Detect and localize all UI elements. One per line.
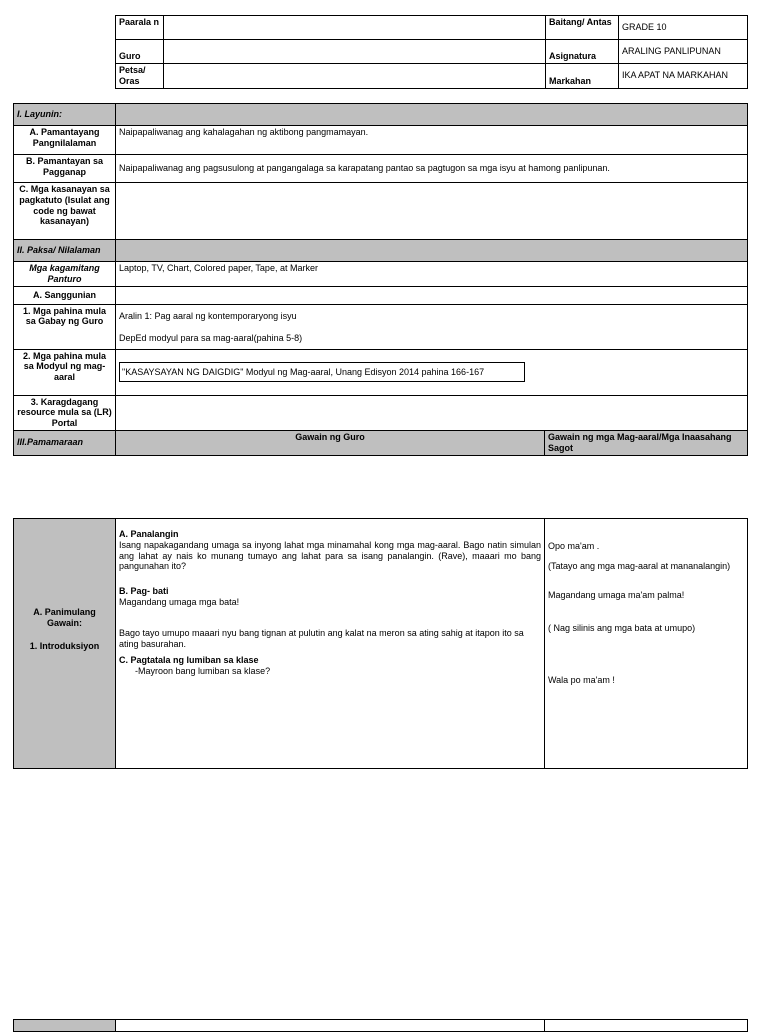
panalangin-text: Isang napakagandang umaga sa inyong lahat mga minamahal kong mga mag-aaral. Bago natin simulan ang lahat ay nais ko munang tumayo ang lahat para sa isang panalangin. (Rave), maaari mo bang pangunahan ito?	[119, 539, 541, 572]
pamamaraan-heading: III.Pamamaraan	[14, 430, 116, 455]
pagtatala-title: C. Pagtatala ng lumiban sa klase	[119, 655, 259, 666]
markahan-value: IKA APAT NA MARKAHAN	[619, 64, 748, 89]
baitang-value: GRADE 10	[619, 16, 748, 40]
gabay-line-2: DepEd modyul para sa mag-aaral(pahina 5-8)	[119, 333, 303, 344]
pagganap-label: B. Pamantayan sa Pagganap	[14, 155, 116, 183]
baitang-label: Baitang/ Antas	[546, 16, 619, 40]
gawain-mag-aaral-cell	[545, 519, 748, 769]
pagbati-title: B. Pag- bati	[119, 586, 169, 597]
panimulang-gawain-table	[13, 518, 748, 769]
asignatura-label: Asignatura	[546, 40, 619, 64]
markahan-label: Markahan	[546, 64, 619, 89]
panimulang-label: A. Panimulang Gawain:	[33, 607, 96, 628]
paaralan-field[interactable]	[164, 16, 546, 40]
layunin-heading: I. Layunin:	[14, 104, 116, 126]
lesson-plan-table	[13, 103, 748, 456]
pamantayang-value: Naipapaliwanag ang kahalagahan ng aktibong pangmamayan.	[116, 126, 748, 155]
basura-text: Bago tayo umupo maaari nyu bang tignan at pulutin ang kalat na meron sa ating sahig at itapon ito sa ating basurahan.	[119, 627, 524, 649]
pagbati-text: Magandang umaga mga bata!	[119, 596, 240, 607]
kasanayan-label: C. Mga kasanayan sa pagkatuto (Isulat ang code ng bawat kasanayan)	[14, 183, 116, 240]
pamantayang-label: A. Pamantayang Pangnilalaman	[14, 126, 116, 155]
panimulang-label-cell	[14, 519, 116, 769]
sanggunian-label: A. Sanggunian	[14, 286, 116, 304]
pagtatala-text: -Mayroon bang lumiban sa klase?	[135, 666, 271, 677]
sagot-magandang-umaga: Magandang umaga ma'am palma!	[548, 589, 685, 600]
panalangin-title: A. Panalangin	[119, 529, 179, 539]
sagot-opo: Opo ma'am .	[548, 541, 600, 551]
asignatura-value: ARALING PANLIPUNAN	[619, 40, 748, 64]
guro-column-header: Gawain ng Guro	[116, 430, 545, 455]
sagot-wala: Wala po ma'am !	[548, 675, 615, 686]
introduksiyon-label: 1. Introduksiyon	[29, 640, 100, 651]
sagot-tatayo: (Tatayo ang mga mag-aaral at mananalangin)	[548, 560, 731, 571]
guro-label: Guro	[116, 40, 164, 64]
paaralan-label: Paarala n	[116, 16, 164, 40]
lr-label: 3. Karagdagang resource mula sa (LR) Portal	[14, 395, 116, 430]
mag-aaral-column-header: Gawain ng mga Mag-aaral/Mga Inaasahang Sagot	[545, 430, 748, 455]
pagganap-value: Naipapaliwanag ang pagsusulong at pangangalaga sa karapatang pantao sa pagtugon sa mga isyu at hamong panlipunan.	[116, 155, 748, 183]
kasanayan-value	[116, 183, 748, 240]
lr-value	[116, 395, 748, 430]
next-section-table	[13, 1019, 748, 1032]
sagot-nag-silinis: ( Nag silinis ang mga bata at umupo)	[548, 623, 696, 634]
petsa-field[interactable]	[164, 64, 546, 89]
gawain-guro-cell	[116, 519, 545, 769]
petsa-label: Petsa/ Oras	[116, 64, 164, 89]
kagamitan-value: Laptop, TV, Chart, Colored paper, Tape, at Marker	[116, 262, 748, 287]
paksa-heading: II. Paksa/ Nilalaman	[14, 240, 116, 262]
gabay-line-1: Aralin 1: Pag aaral ng kontemporaryong isyu	[119, 310, 297, 321]
modyul-label: 2. Mga pahina mula sa Modyul ng mag-aaral	[14, 349, 116, 395]
gabay-label: 1. Mga pahina mula sa Gabay ng Guro	[14, 304, 116, 349]
header-table	[115, 15, 748, 89]
guro-field[interactable]	[164, 40, 546, 64]
modyul-value: "KASAYSAYAN NG DAIGDIG" Modyul ng Mag-aaral, Unang Edisyon 2014 pahina 166-167	[119, 362, 525, 383]
kagamitan-label: Mga kagamitang Panturo	[14, 262, 116, 287]
